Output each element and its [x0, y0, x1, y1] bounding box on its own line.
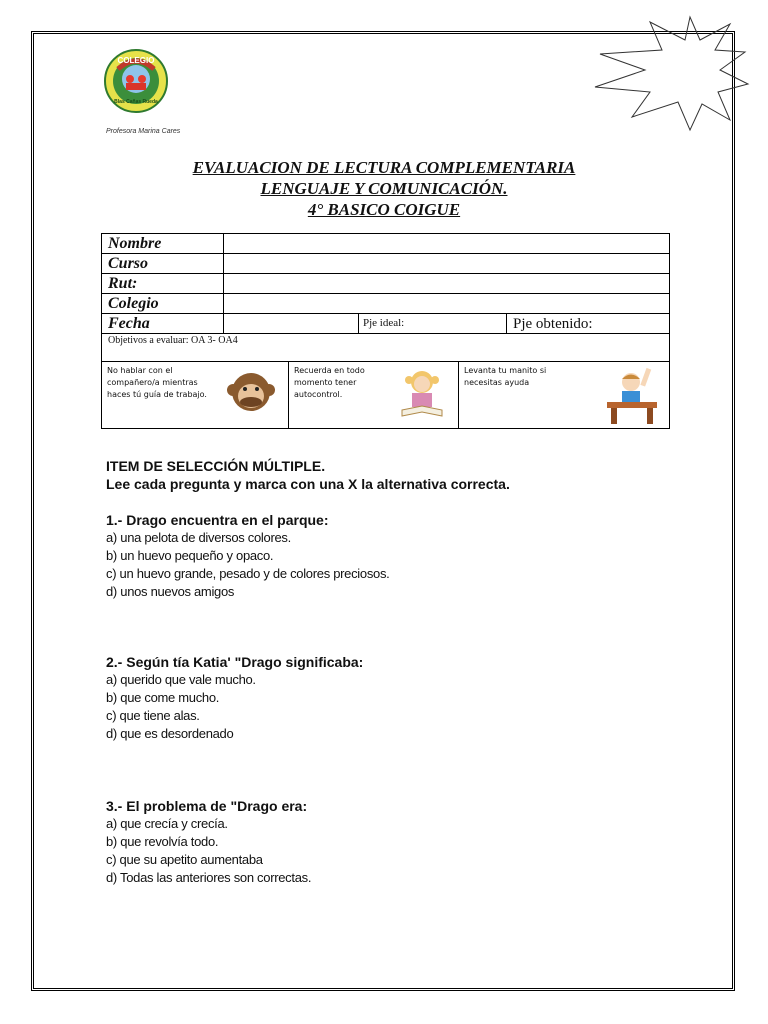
- option-c[interactable]: c) que tiene alas.: [106, 708, 200, 723]
- name-label: Nombre: [102, 234, 224, 253]
- teacher-name: Profesora Marina Cares: [106, 128, 181, 135]
- option-c[interactable]: c) que su apetito aumentaba: [106, 852, 263, 867]
- name-field[interactable]: [224, 234, 669, 253]
- date-row: [102, 314, 669, 334]
- section-header: [106, 457, 706, 493]
- school-row: [102, 294, 669, 314]
- rule-quiet-text: No hablar con el compañero/a mientras haces tú guía de trabajo.: [107, 366, 207, 399]
- option-a[interactable]: a) que crecía y crecía.: [106, 816, 228, 831]
- boy-raising-hand-icon: [603, 364, 661, 424]
- question-3: [106, 797, 706, 887]
- option-b[interactable]: b) un huevo pequeño y opaco.: [106, 548, 274, 563]
- rut-field[interactable]: [224, 274, 669, 293]
- rut-row: [102, 274, 669, 294]
- svg-text:Blas Cañas Rueda: Blas Cañas Rueda: [114, 99, 158, 105]
- option-a[interactable]: a) querido que vale mucho.: [106, 672, 256, 687]
- option-d[interactable]: d) que es desordenado: [106, 726, 234, 741]
- rule-raise-hand-text: Levanta tu manito si necesitas ayuda: [464, 366, 547, 387]
- rut-label: Rut:: [102, 274, 224, 293]
- name-row: [102, 234, 669, 254]
- date-field[interactable]: [224, 314, 359, 333]
- rule-selfcontrol-text: Recuerda en todo momento tener autocontrol.: [294, 366, 365, 399]
- svg-text:COLEGIO: COLEGIO: [117, 56, 155, 65]
- question-2: [106, 653, 706, 743]
- rule-quiet: [102, 362, 288, 428]
- school-field[interactable]: [224, 294, 669, 313]
- option-d[interactable]: d) Todas las anteriores son correctas.: [106, 870, 312, 885]
- question-1: [106, 511, 706, 601]
- question-text: 2.- Según tía Katia' "Drago significaba:: [106, 654, 364, 670]
- course-field[interactable]: [224, 254, 669, 273]
- objectives-text: Objetivos a evaluar: OA 3- OA4: [102, 334, 669, 362]
- course-row: [102, 254, 669, 274]
- question-text: 3.- El problema de "Drago era:: [106, 798, 308, 814]
- girl-reading-icon: [397, 366, 447, 418]
- option-b[interactable]: b) que revolvía todo.: [106, 834, 219, 849]
- option-c[interactable]: c) un huevo grande, pesado y de colores preciosos.: [106, 566, 390, 581]
- option-d[interactable]: d) unos nuevos amigos: [106, 584, 235, 599]
- title-line-1: EVALUACION DE LECTURA COMPLEMENTARIA: [192, 158, 576, 177]
- date-label: Fecha: [102, 314, 224, 333]
- school-label: Colegio: [102, 294, 224, 313]
- school-logo-icon: [104, 49, 168, 113]
- student-info-table: [101, 233, 670, 429]
- option-b[interactable]: b) que come mucho.: [106, 690, 220, 705]
- option-a[interactable]: a) una pelota de diversos colores.: [106, 530, 291, 545]
- course-label: Curso: [102, 254, 224, 273]
- obtained-score-label: Pje obtenido:: [513, 316, 593, 332]
- title-line-2: LENGUAJE Y COMUNICACIÓN.: [260, 179, 508, 198]
- rule-selfcontrol: [288, 362, 458, 428]
- section-heading: ITEM DE SELECCIÓN MÚLTIPLE.: [106, 458, 326, 474]
- rules-row: [102, 362, 669, 428]
- ideal-score-label: Pje ideal:: [359, 314, 507, 333]
- question-text: 1.- Drago encuentra en el parque:: [106, 512, 329, 528]
- document-title: [0, 157, 768, 220]
- title-line-3: 4° BASICO COIGUE: [307, 200, 461, 219]
- rule-raise-hand: [458, 362, 669, 428]
- monkey-icon: [226, 368, 276, 414]
- starburst-icon: [590, 12, 750, 137]
- section-instruction: Lee cada pregunta y marca con una X la alternativa correcta.: [106, 476, 510, 492]
